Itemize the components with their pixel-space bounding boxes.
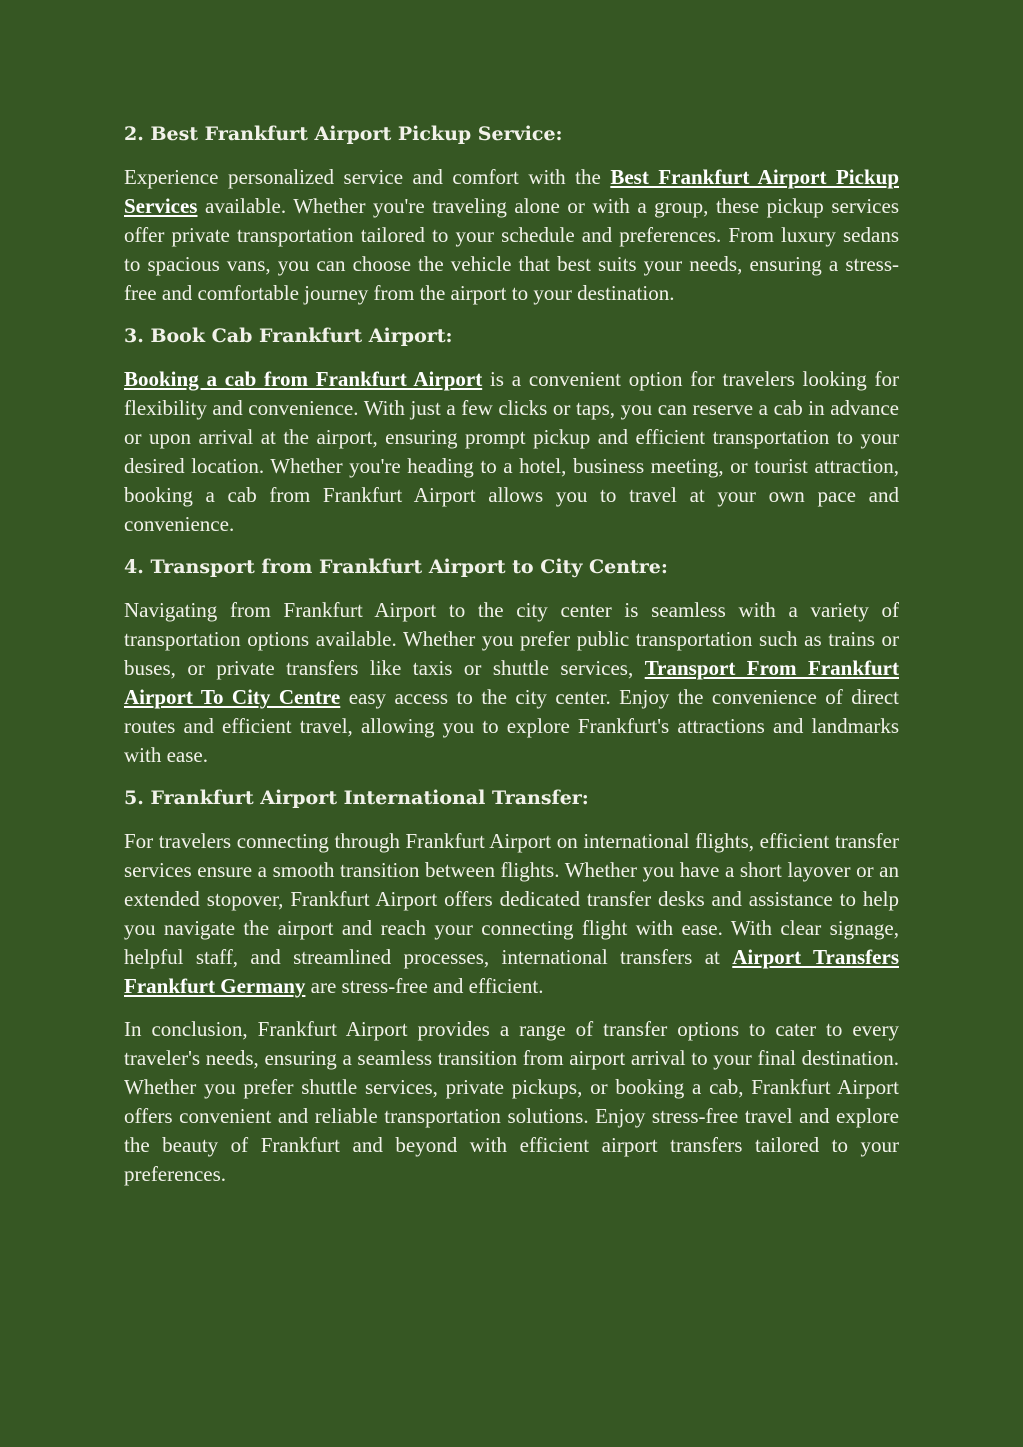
section-city-centre (124, 553, 899, 770)
section-international-transfer (124, 784, 899, 1001)
section-book-cab (124, 322, 899, 539)
article-body (124, 120, 899, 1203)
pickup-services-link[interactable]: Best Frankfurt Airport Pickup Services (124, 165, 899, 218)
book-cab-link[interactable]: Booking a cab from Frankfurt Airport (124, 367, 483, 391)
paragraph-text: Navigating from Frankfurt Airport to the city center is seamless with a variety of transportation options available. Whether you prefer public transportation such as trains or buses, or private transfers like taxis or shuttle services, (124, 598, 899, 680)
section-pickup-service (124, 120, 899, 308)
section-heading: 4. Transport from Frankfurt Airport to City Centre: (124, 556, 668, 578)
city-centre-transport-link[interactable]: Transport From Frankfurt Airport To City Centre (124, 656, 899, 709)
airport-transfers-germany-link[interactable]: Airport Transfers Frankfurt Germany (124, 945, 899, 998)
section-heading: 2. Best Frankfurt Airport Pickup Service: (124, 123, 563, 145)
conclusion-paragraph: In conclusion, Frankfurt Airport provides a range of transfer options to cater to every traveler's needs, ensuring a seamless transition from airport arrival to your final destination. Whether you prefer shuttle services, private pickups, or booking a cab, Frankfurt Airport offers convenient and reliable transportation solutions. Enjoy stress-free travel and explore the beauty of Frankfurt and beyond with efficient airport transfers tailored to your preferences. (124, 1017, 899, 1186)
paragraph-text: are stress-free and efficient. (305, 974, 544, 998)
section-paragraph (124, 365, 899, 539)
section-heading: 3. Book Cab Frankfurt Airport: (124, 325, 453, 347)
section-heading: 5. Frankfurt Airport International Transfer: (124, 787, 589, 809)
paragraph-text: easy access to the city center. Enjoy the convenience of direct routes and efficient travel, allowing you to explore Frankfurt's attractions and landmarks with ease. (124, 685, 899, 767)
paragraph-text: available. Whether you're traveling alone or with a group, these pickup services offer private transportation tailored to your schedule and preferences. From luxury sedans to spacious vans, you can choose the vehicle that best suits your needs, ensuring a stress-free and comfortable journey from the airport to your destination. (124, 194, 899, 305)
section-paragraph (124, 163, 899, 308)
paragraph-text: For travelers connecting through Frankfurt Airport on international flights, efficient transfer services ensure a smooth transition between flights. Whether you have a short layover or an extended stopover, Frankfurt Airport offers dedicated transfer desks and assistance to help you navigate the airport and reach your connecting flight with ease. With clear signage, helpful staff, and streamlined processes, international transfers at (124, 829, 899, 969)
paragraph-text: Experience personalized service and comfort with the (124, 165, 611, 189)
section-paragraph (124, 827, 899, 1001)
paragraph-text: is a convenient option for travelers looking for flexibility and convenience. With just a few clicks or taps, you can reserve a cab in advance or upon arrival at the airport, ensuring prompt pickup and efficient transportation to your desired location. Whether you're heading to a hotel, business meeting, or tourist attraction, booking a cab from Frankfurt Airport allows you to travel at your own pace and convenience. (124, 367, 899, 536)
section-paragraph (124, 596, 899, 770)
